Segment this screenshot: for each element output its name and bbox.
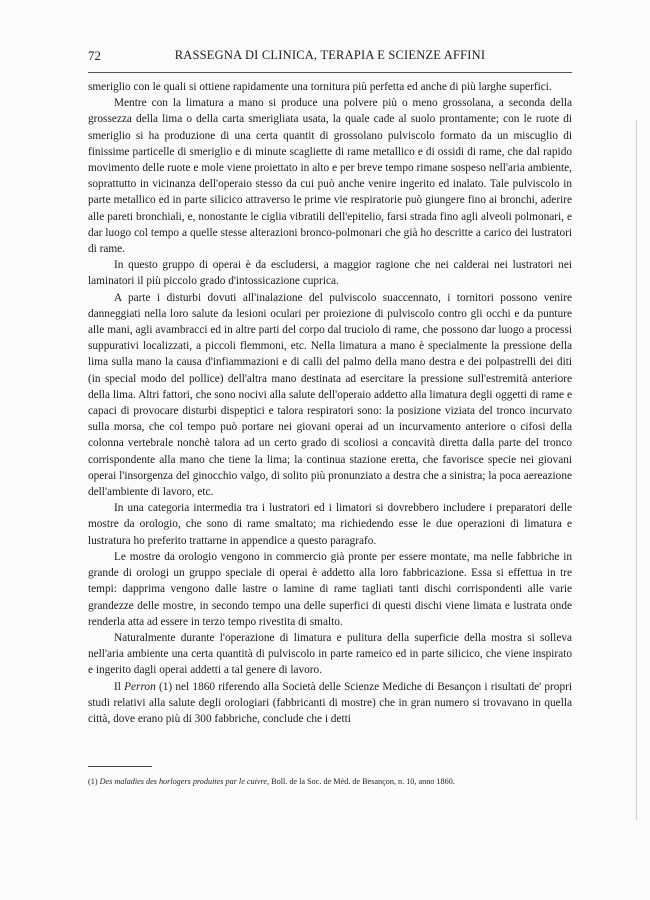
paragraph-perron: Il Perron (1) nel 1860 riferendo alla Società delle Scienze Mediche di Besançon i risultati de' propri studi relativi alla salute degli orologiari (fabbricanti di mostre) che in gran numero si trovavano in quella città, dove erano più di 300 fabbriche, conclude che i detti [88,680,572,725]
running-title: RASSEGNA DI CLINICA, TERAPIA E SCIENZE AFFINI [174,48,486,62]
footnote-citation: Boll. de la Soc. de Méd. de Besançon, n. 10, anno 1860. [271,777,455,786]
author-name: Perron [124,680,156,693]
footnote-marker: (1) [88,777,98,786]
paragraph: In una categoria intermedia tra i lustratori ed i limatori si dovrebbero includere i preparatori delle mostre da orologio, che sono di rame smaltato; ma richiedendo esse le due operazioni di limatura e lustratura ho preferito trattarne in appendice a questo paragrafo. [88,502,572,547]
header-rule [88,72,572,73]
paragraph: Le mostre da orologio vengono in commercio già pronte per essere montate, ma nelle fabbriche in grande di orologi un gruppo speciale di operai è addetto alla loro fabbricazione. Essa si effettua in tre tempi: dapprima vengono dalle lastre o lamine di rame tagliati tanti dischi corrispondenti alle varie grandezze delle mostre, in secondo tempo una delle superfici di questi dischi viene limata e lustrata onde renderla atta ad essere in terzo tempo rivestita di smalto. [88,550,572,628]
paragraph: In questo gruppo di operai è da escludersi, a maggior ragione che nei calderai nei lustratori nei laminatori il più piccolo grado d'intossicazione cuprica. [88,259,572,288]
paragraph: smeriglio con le quali si ottiene rapidamente una tornitura più perfetta ed anche di più larghe superfici. [88,81,552,93]
paragraph: Mentre con la limatura a mano si produce una polvere più o meno grossolana, a seconda della grossezza della lima o della carta smerigliata usata, la quale cade al suolo prontamente; con le ruote di smeriglio si ha produzione di una certa quantit di grossolano pulviscolo formato da un miscuglio di finissime particelle di smeriglio e di minute scagliette di rame metallico e di ossidi di rame, che dal rapido movimento delle ruote e mole viene proiettato in alto e per breve tempo rimane sospeso nell'aria ambiente, soprattutto in vicinanza dell'operaio stesso da cui può anche venire ingerito ed inalato. Tale pulviscolo in parte metallico ed in parte silicico attraverso le prime vie respiratorie può giungere fino ai bronchi, aderire alle pareti bronchiali, e, nonostante le ciglia vibratili dell'epitelio, farsi strada fino agli alveoli polmonari, e dar luogo col tempo a quelle stesse alterazioni bronco-polmonari che già ho descritte a carico dei lustratori di rame. [88,97,572,256]
running-header [88,48,572,66]
footnote-title: Des maladies des horlogers produites par le cuivre, [99,777,270,786]
paragraph-text: nel 1860 riferendo alla Società delle Scienze Mediche di Besançon i risultati de' propri studi relativi alla salute degli orologiari (fabbricanti di mostre) che in gran numero si trovavano in quella città, dove erano più di 300 fabbriche, conclude che i detti [88,680,572,725]
footnote-ref[interactable]: (1) [158,680,173,693]
scan-margin-line [636,120,637,820]
paragraph: Naturalmente durante l'operazione di limatura e pulitura della superficie della mostra si solleva nell'aria ambiente una certa quantità di pulviscolo in parte rameico ed in parte silicico, che viene inspirato e ingerito dagli operai addetti a tal genere di lavoro. [88,631,572,677]
footnote-rule [88,766,152,767]
footnote [88,776,572,787]
paragraph: A parte i disturbi dovuti all'inalazione del pulviscolo suaccennato, i tornitori possono venire danneggiati nella loro salute da lesioni oculari per proiezione di pulviscolo contro gli occhi e da punture alle mani, agli avambracci ed in altre parti del corpo dal truciolo di rame, che possono dar luogo a processi suppurativi localizzati, a piccoli flemmoni, etc. Nella limatura a mano è specialmente la pressione della lima sulla mano la causa d'infiammazioni e di calli del palmo della mano destra e dei polpastrelli dei diti (in special modo del pollice) dell'altra mano destinata ad esercitare la pressione sull'estremità anteriore della lima. Altri fattori, che sono nocivi alla salute dell'operaio addetto alla limatura degli oggetti di rame e capaci di provocare disturbi dispeptici e talora respiratori sono: la posizione viziata del tronco incurvato sulla morsa, che col tempo può portare nei giovani operai ad un incurvamento anteriore o cifosi della colonna vertebrale nonchè talora ad un certo grado di scoliosi a concavità diretta dalla parte del tronco corrispondente alla mano che tiene la lima; la continua stazione eretta, che favorisce specie nei giovani operai l'insorgenza del ginocchio valgo, di solito più pronunziato a destra che a sinistra; la poca aereazione dell'ambiente di lavoro, etc. [88,291,572,499]
article-body [88,79,572,727]
page-number: 72 [88,48,101,63]
